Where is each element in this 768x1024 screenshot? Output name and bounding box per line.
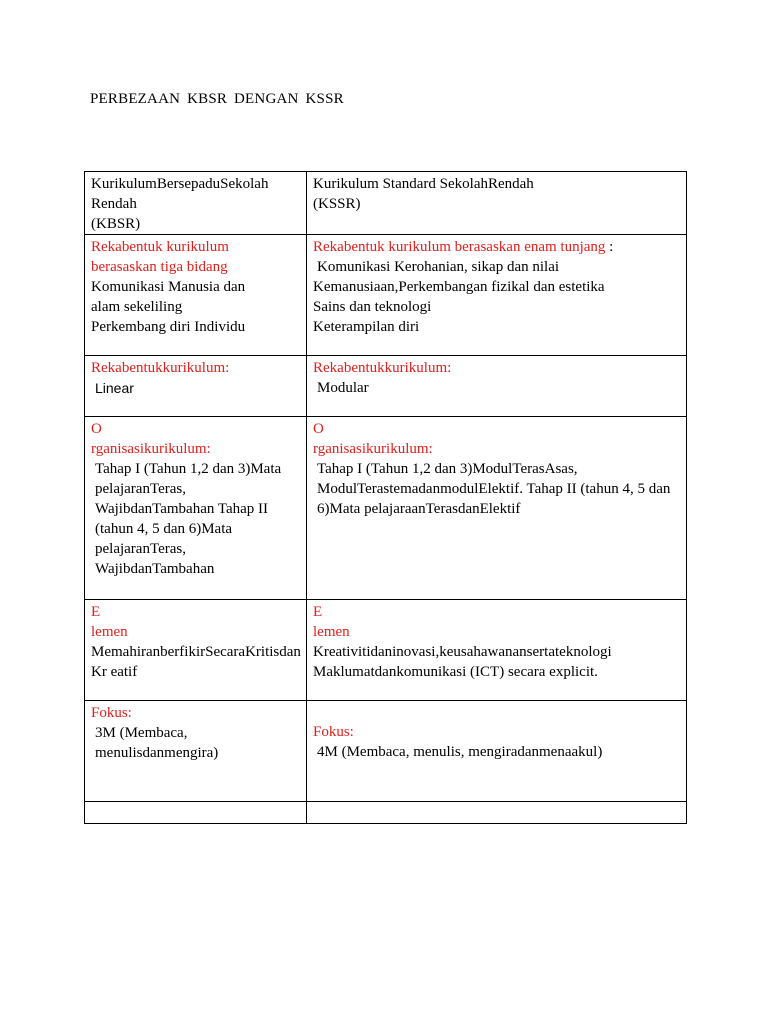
cell-empty	[85, 802, 307, 824]
kbsr-title-line: Rendah	[91, 196, 137, 212]
bentuk-value: Linear	[95, 380, 134, 396]
table-row-organisasi	[85, 417, 687, 600]
elemen-heading: E	[91, 604, 101, 620]
organisasi-text: Tahap I (Tahun 1,2 dan 3)Mata pelajaranTeras, WajibdanTambahan Tahap II (tahun 4, 5 dan 6)Mata pelajaranTeras, WajibdanTambahan	[95, 461, 282, 577]
cell-kssr-rekabentuk	[307, 235, 687, 356]
elemen-heading: E	[313, 604, 323, 620]
fokus-heading: Fokus:	[91, 705, 132, 721]
list-item: Perkembang diri Individu	[91, 319, 246, 335]
cell-empty	[307, 802, 687, 824]
elemen-text: MemahiranberfikirSecaraKritisdanKr eatif	[91, 644, 301, 680]
cell-kssr-bentuk	[307, 356, 687, 417]
fokus-value: 3M (Membaca, menulisdanmengira)	[95, 725, 219, 761]
cell-kbsr-rekabentuk	[85, 235, 307, 356]
kssr-title-line: (KSSR)	[313, 196, 361, 212]
cell-kssr-elemen	[307, 600, 687, 701]
table-row-elemen	[85, 600, 687, 701]
cell-kbsr-organisasi	[85, 417, 307, 600]
heading-colon: :	[605, 239, 614, 255]
elemen-heading: lemen	[91, 624, 128, 640]
cell-kbsr-elemen	[85, 600, 307, 701]
elemen-heading: lemen	[313, 624, 350, 640]
rekabentuk-heading: berasaskan tiga bidang	[91, 259, 228, 275]
bentuk-heading: Rekabentukkurikulum:	[91, 360, 230, 376]
list-item: Keterampilan diri	[313, 319, 420, 335]
list-item: Komunikasi Manusia dan	[91, 279, 246, 295]
rekabentuk-heading: Rekabentuk kurikulum berasaskan enam tunjang	[313, 239, 606, 255]
page-title: PERBEZAAN KBSR DENGAN KSSR	[90, 91, 344, 107]
comparison-table	[84, 171, 687, 824]
table-row-empty	[85, 802, 687, 824]
kssr-title-line: Kurikulum Standard SekolahRendah	[313, 176, 534, 192]
elemen-text: Maklumatdankomunikasi (ICT) secara explicit.	[313, 664, 598, 680]
table-row-bentuk	[85, 356, 687, 417]
bentuk-heading: Rekabentukkurikulum:	[313, 360, 452, 376]
list-item: Sains dan teknologi	[313, 299, 432, 315]
list-item: Komunikasi Kerohanian, sikap dan nilai	[317, 259, 560, 275]
fokus-heading: Fokus:	[313, 724, 354, 740]
cell-kbsr-bentuk	[85, 356, 307, 417]
table-row-fokus	[85, 701, 687, 802]
list-item: Kemanusiaan,Perkembangan fizikal dan estetika	[313, 279, 605, 295]
organisasi-text: Tahap I (Tahun 1,2 dan 3)ModulTerasAsas, ModulTerastemadanmodulElektif. Tahap II (tahun 4, 5 dan 6)Mata pelajaraanTerasdanElektif	[317, 461, 671, 517]
table-row-rekabentuk	[85, 235, 687, 356]
cell-kbsr-fokus	[85, 701, 307, 802]
elemen-text: Kreativitidaninovasi,keusahawanansertateknologi	[313, 644, 612, 660]
organisasi-heading: O	[313, 421, 324, 437]
list-item: alam sekeliling	[91, 299, 183, 315]
cell-kssr-header	[307, 172, 687, 235]
cell-kssr-fokus	[307, 701, 687, 802]
table-row-header	[85, 172, 687, 235]
rekabentuk-heading: Rekabentuk kurikulum	[91, 239, 229, 255]
organisasi-heading: O	[91, 421, 102, 437]
organisasi-heading: rganisasikurikulum:	[313, 441, 433, 457]
kbsr-title-line: (KBSR)	[91, 216, 141, 232]
bentuk-value: Modular	[317, 380, 369, 396]
fokus-value: 4M (Membaca, menulis, mengiradanmenaakul)	[317, 744, 603, 760]
cell-kssr-organisasi	[307, 417, 687, 600]
kbsr-title-line: KurikulumBersepaduSekolah	[91, 176, 269, 192]
organisasi-heading: rganisasikurikulum:	[91, 441, 211, 457]
cell-kbsr-header	[85, 172, 307, 235]
